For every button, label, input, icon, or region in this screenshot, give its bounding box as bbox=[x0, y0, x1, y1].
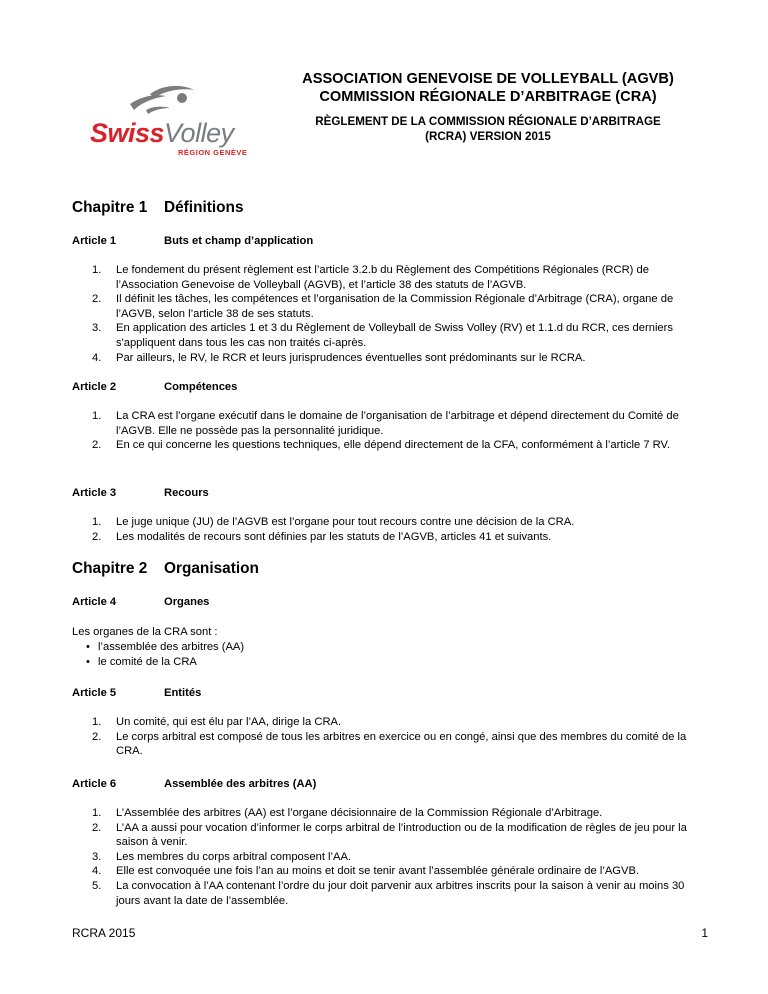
list-item: 1. L’Assemblée des arbitres (AA) est l’organe décisionnaire de la Commission Régionale d’Arbitrage. bbox=[92, 807, 603, 819]
article-2-list bbox=[92, 409, 708, 453]
list-item: • le comité de la CRA bbox=[78, 655, 678, 670]
article-4-title: Organes bbox=[164, 596, 210, 608]
list-item: 2. Il définit les tâches, les compétences et l’organisation de la Commission Régionale d’Arbitrage (CRA), organe de l’AGVB, selon l’article 38 de ses statuts. bbox=[92, 293, 674, 320]
header-subtitle-line1: RÈGLEMENT DE LA COMMISSION RÉGIONALE D’ARBITRAGE bbox=[315, 115, 661, 128]
article-5-title: Entités bbox=[164, 687, 202, 699]
article-2-title: Compétences bbox=[164, 381, 238, 393]
chapter-2-number: Chapitre 2 bbox=[72, 560, 148, 577]
list-item: 1. La CRA est l’organe exécutif dans le domaine de l’organisation de l’arbitrage et dépend directement du Comité de l’AGVB. Elle ne possède pas la personnalité juridique. bbox=[92, 410, 679, 437]
article-1-number: Article 1 bbox=[72, 235, 117, 247]
article-3-title: Recours bbox=[164, 487, 209, 499]
article-4-number: Article 4 bbox=[72, 596, 117, 608]
list-item: 3. Les membres du corps arbitral composent l’AA. bbox=[92, 850, 352, 863]
list-item: 5. La convocation à l’AA contenant l’ordre du jour doit parvenir aux arbitres inscrits pour la saison à venir au moins 30 jours avant la date de l’assemblée. bbox=[92, 879, 685, 907]
logo-swiss: Swiss bbox=[90, 118, 165, 148]
bullet-icon: • bbox=[86, 641, 90, 653]
article-3-list bbox=[92, 515, 708, 544]
article-1-title: Buts et champ d’application bbox=[164, 235, 314, 247]
swissvolley-logo bbox=[90, 80, 270, 160]
list-item: 2. En ce qui concerne les questions techniques, elle dépend directement de la CFA, conformément à l’article 7 RV. bbox=[92, 439, 671, 452]
article-5-list bbox=[92, 715, 708, 759]
list-item: 4. Par ailleurs, le RV, le RCR et leurs jurisprudences éventuelles sont prédominants sur le RCRA. bbox=[92, 351, 586, 364]
footer-document-name: RCRA 2015 bbox=[72, 926, 136, 940]
header-title bbox=[268, 70, 708, 106]
list-item: 1. Le juge unique (JU) de l’AGVB est l’organe pour tout recours contre une décision de la CRA. bbox=[92, 516, 575, 528]
list-item: 1. Un comité, qui est élu par l’AA, dirige la CRA. bbox=[92, 716, 342, 728]
header-subtitle-line2: (RCRA) VERSION 2015 bbox=[425, 130, 551, 143]
page-number: 1 bbox=[701, 926, 708, 940]
article-6-number: Article 6 bbox=[72, 778, 117, 790]
article-3-number: Article 3 bbox=[72, 487, 117, 499]
list-item: 1. Le fondement du présent règlement est l’article 3.2.b du Règlement des Compétitions Régionales (RCR) de l’Association Genevoise de Volleyball (AGVB), et l’article 38 des statuts de l’AGVB. bbox=[92, 264, 649, 291]
list-item: 2. Les modalités de recours sont définies par les statuts de l’AGVB, articles 41 et suivants. bbox=[92, 530, 552, 543]
logo-region: RÉGION GENÈVE bbox=[178, 148, 248, 157]
article-6-list bbox=[92, 806, 708, 908]
list-item: 2. L’AA a aussi pour vocation d’informer le corps arbitral de l’introduction ou de la modification de règles de jeu pour la saison à venir. bbox=[92, 821, 687, 849]
chapter-1-title: Définitions bbox=[164, 199, 244, 216]
header-subtitle bbox=[268, 114, 708, 144]
bullet-icon: • bbox=[86, 655, 90, 668]
header-title-line2: COMMISSION RÉGIONALE D’ARBITRAGE (CRA) bbox=[319, 89, 657, 105]
logo-volley: Volley bbox=[164, 118, 234, 148]
list-item: 2. Le corps arbitral est composé de tous les arbitres en exercice ou en congé, ainsi que des membres du comité de la CRA. bbox=[92, 730, 687, 758]
article-1-list bbox=[92, 263, 708, 365]
article-4-bullets bbox=[78, 640, 678, 669]
list-item: 4. Elle est convoquée une fois l’an au moins et doit se tenir avant l’assemblée générale ordinaire de l’AGVB. bbox=[92, 865, 640, 878]
article-5-number: Article 5 bbox=[72, 687, 117, 699]
chapter-1-number: Chapitre 1 bbox=[72, 199, 148, 216]
list-item: • l’assemblée des arbitres (AA) bbox=[78, 640, 678, 655]
chapter-2-title: Organisation bbox=[164, 560, 259, 577]
article-2-number: Article 2 bbox=[72, 381, 117, 393]
header-title-line1: ASSOCIATION GENEVOISE DE VOLLEYBALL (AGVB) bbox=[302, 71, 674, 87]
list-item: 3. En application des articles 1 et 3 du Règlement de Volleyball de Swiss Volley (RV) et 1.1.d du RCR, ces derniers s'appliquent dans tous les cas non traités ci-après. bbox=[92, 322, 673, 349]
article-6-title: Assemblée des arbitres (AA) bbox=[164, 778, 317, 790]
article-4-intro: Les organes de la CRA sont : bbox=[72, 626, 218, 638]
